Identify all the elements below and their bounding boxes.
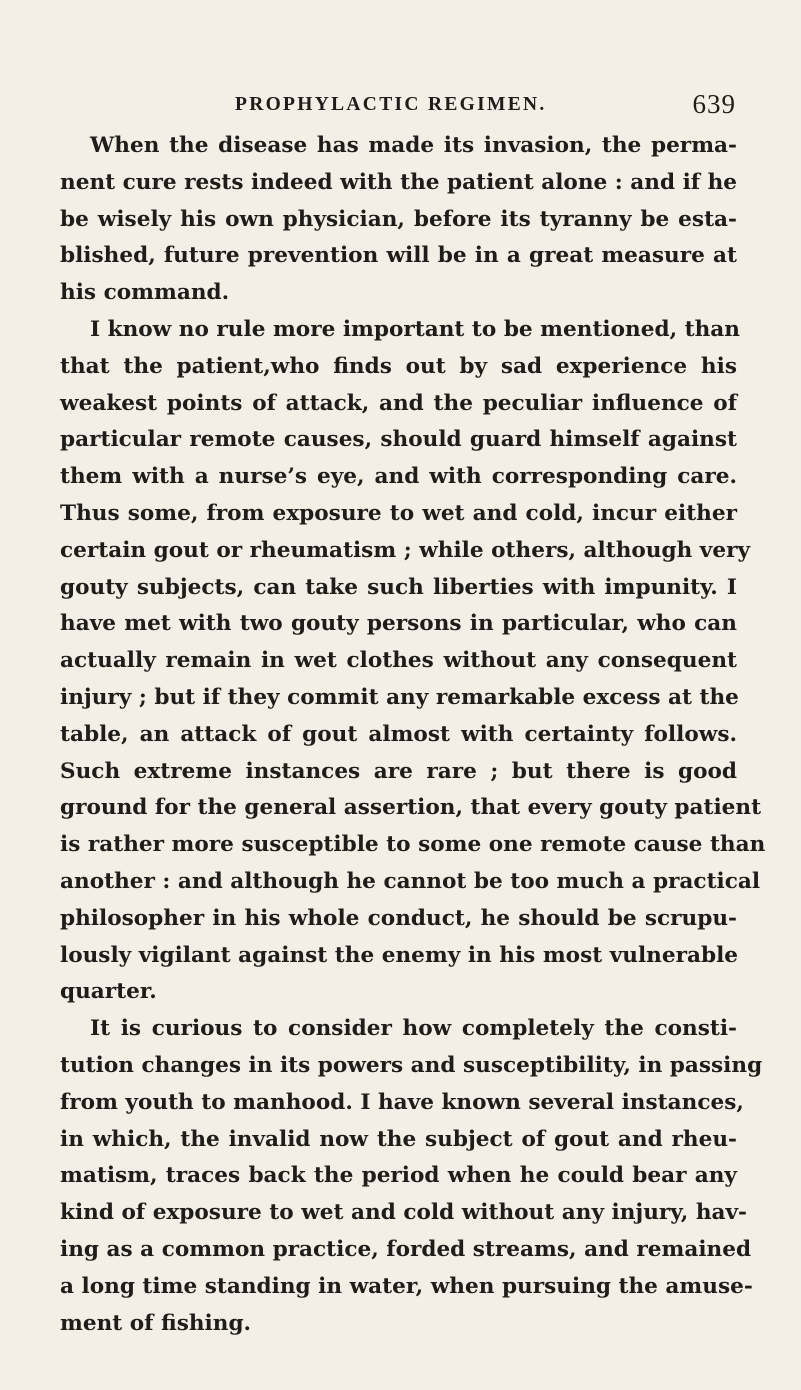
text-line: It is curious to consider how completely the consti-: [90, 1016, 737, 1042]
text-line: lously vigilant against the enemy in his most vulnerable: [60, 942, 739, 968]
text-line: gouty subjects, can take such liberties with impunity. I: [60, 574, 737, 600]
text-line: tution changes in its powers and susceptibility, in passing: [60, 1052, 763, 1078]
text-line: ground for the general assertion, that every gouty patient: [60, 795, 762, 821]
text-line: them with a nurse’s eye, and with corresponding care.: [60, 464, 737, 490]
text-line: nent cure rests indeed with the patient alone : and if he: [60, 169, 738, 195]
text-line: quarter.: [60, 979, 157, 1005]
text-line: a long time standing in water, when pursuing the amuse-: [60, 1273, 753, 1299]
text-line: be wisely his own physician, before its tyranny be esta-: [60, 206, 737, 232]
text-line: in which, the invalid now the subject of gout and rheu-: [60, 1126, 737, 1152]
text-line: philosopher in his whole conduct, he should be scrupu-: [60, 905, 737, 931]
text-line: certain gout or rheumatism ; while others, although very: [60, 537, 751, 563]
text-line: Thus some, from exposure to wet and cold, incur either: [60, 500, 737, 526]
text-line: actually remain in wet clothes without any consequent: [60, 648, 737, 674]
page-number: 639: [692, 89, 736, 119]
text-line: I know no rule more important to be mentioned, than: [90, 316, 740, 342]
text-line: table, an attack of gout almost with certainty follows.: [60, 721, 737, 747]
text-line: ment of fishing.: [60, 1310, 252, 1336]
text-line: When the disease has made its invasion, the perma-: [90, 133, 737, 158]
text-line: is rather more susceptible to some one remote cause than: [60, 832, 766, 858]
body-text: [60, 128, 766, 1342]
running-title: PROPHYLACTIC REGIMEN.: [235, 94, 547, 115]
text-line: ing as a common practice, forded streams, and remained: [60, 1236, 752, 1262]
text-line: another : and although he cannot be too much a practical: [60, 868, 761, 894]
text-line: kind of exposure to wet and cold without any injury, hav-: [60, 1200, 748, 1226]
text-line: weakest points of attack, and the peculiar influence of: [60, 390, 737, 416]
text-line: Such extreme instances are rare ; but there is good: [60, 758, 737, 784]
text-line: his command.: [60, 280, 230, 306]
text-line: that the patient,who finds out by sad experience his: [60, 353, 737, 379]
text-line: have met with two gouty persons in particular, who can: [60, 611, 737, 637]
text-line: blished, future prevention will be in a great measure at: [60, 243, 737, 269]
text-line: from youth to manhood. I have known several instances,: [60, 1089, 744, 1115]
running-head: [60, 89, 736, 122]
text-line: matism, traces back the period when he could bear any: [60, 1163, 737, 1189]
text-line: particular remote causes, should guard himself against: [60, 427, 737, 453]
text-line: injury ; but if they commit any remarkable excess at the: [60, 684, 739, 710]
